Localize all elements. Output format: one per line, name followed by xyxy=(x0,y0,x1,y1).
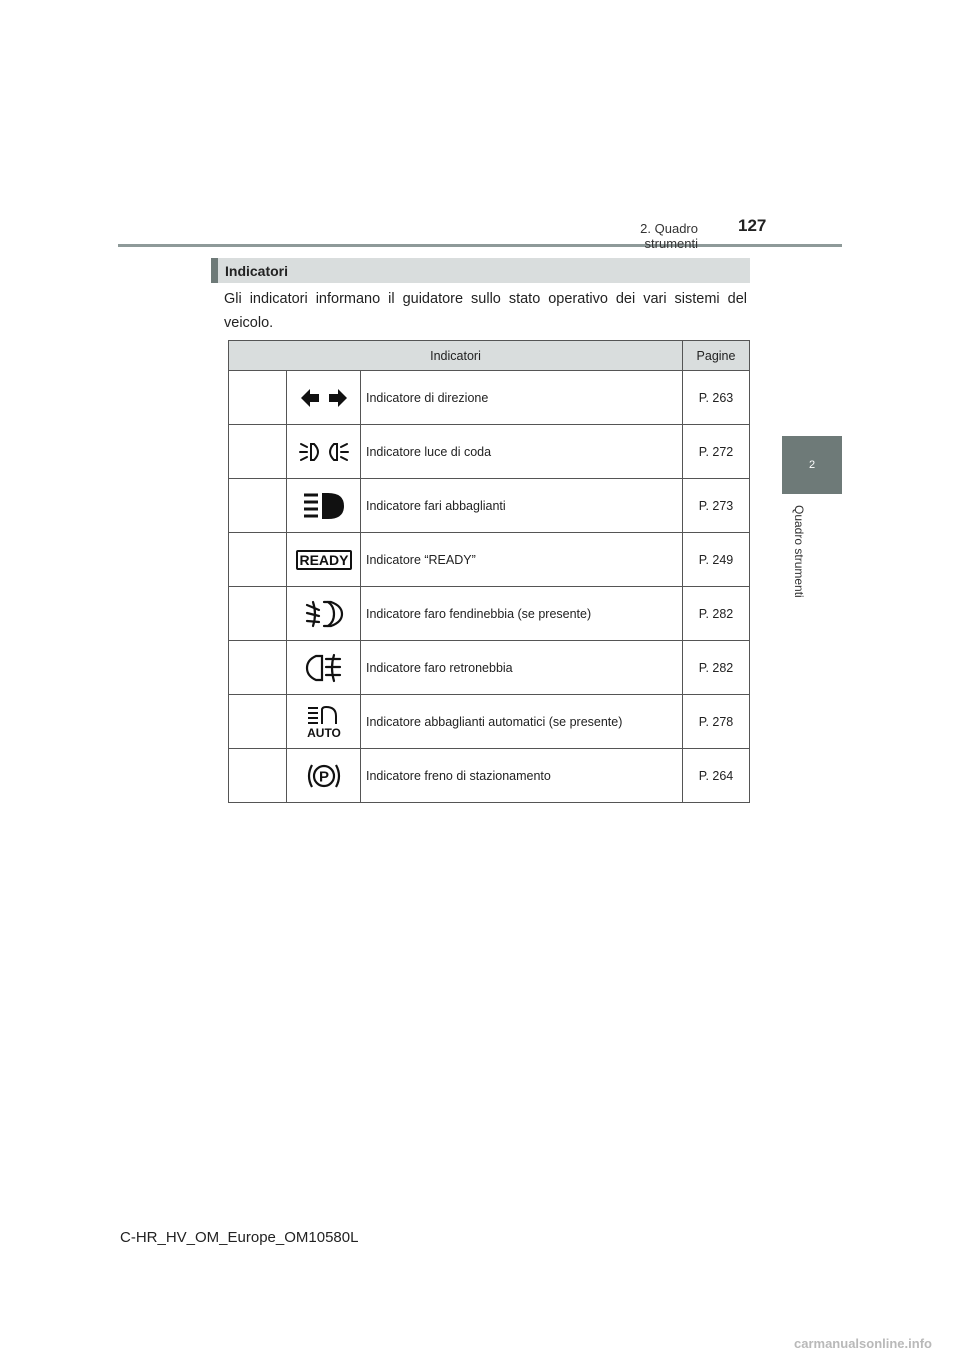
header-indicators: Indicatori xyxy=(229,341,683,371)
high-beam-icon xyxy=(302,491,346,521)
indicator-label: Indicatore di direzione xyxy=(361,371,683,425)
indicators-table xyxy=(228,340,750,803)
table-row xyxy=(229,749,750,803)
indicator-label: Indicatore “READY” xyxy=(361,533,683,587)
indicator-label: Indicatore freno di stazionamento xyxy=(361,749,683,803)
page-number: 127 xyxy=(738,216,767,235)
indicator-label: Indicatore faro fendinebbia (se presente) xyxy=(361,587,683,641)
intro-paragraph: Gli indicatori informano il guidatore sullo stato operativo dei vari sistemi del veicolo. xyxy=(224,291,747,331)
page-ref-link[interactable]: P. 249 xyxy=(683,533,750,587)
indicator-label: Indicatore fari abbaglianti xyxy=(361,479,683,533)
indicator-label: Indicatore abbaglianti automatici (se presente) xyxy=(361,695,683,749)
page-ref-link[interactable]: P. 273 xyxy=(683,479,750,533)
parking-brake-icon xyxy=(304,761,344,791)
svg-text:AUTO: AUTO xyxy=(306,725,341,739)
table-row xyxy=(229,371,750,425)
chapter-label: Quadro strumenti xyxy=(792,505,806,598)
auto-high-beam-icon xyxy=(302,705,346,739)
table-row xyxy=(229,641,750,695)
header-rule xyxy=(118,244,842,247)
section-heading xyxy=(211,258,750,283)
front-fog-light-icon xyxy=(304,599,344,629)
section-heading-text: Indicatori xyxy=(225,262,289,279)
svg-text:READY: READY xyxy=(298,551,349,568)
section-title: 2. Quadro strumenti xyxy=(640,221,698,251)
tail-light-icon xyxy=(299,438,349,466)
table-row xyxy=(229,695,750,749)
watermark: carmanualsonline.info xyxy=(794,1336,932,1351)
indicator-label: Indicatore faro retronebbia xyxy=(361,641,683,695)
ready-icon xyxy=(296,550,352,570)
table-row xyxy=(229,533,750,587)
page-ref-link[interactable]: P. 282 xyxy=(683,587,750,641)
page-ref-link[interactable]: P. 282 xyxy=(683,641,750,695)
rear-fog-light-icon xyxy=(304,653,344,683)
page-ref-link[interactable]: P. 278 xyxy=(683,695,750,749)
table-row xyxy=(229,425,750,479)
chapter-tab[interactable] xyxy=(782,436,842,494)
page-ref-link[interactable]: P. 272 xyxy=(683,425,750,479)
svg-text:P: P xyxy=(318,768,329,785)
chapter-number: 2 xyxy=(808,459,816,471)
page-ref-link[interactable]: P. 264 xyxy=(683,749,750,803)
table-row xyxy=(229,587,750,641)
table-row xyxy=(229,479,750,533)
document-code: C-HR_HV_OM_Europe_OM10580L xyxy=(120,1229,359,1246)
page-ref-link[interactable]: P. 263 xyxy=(683,371,750,425)
table-header-row xyxy=(229,341,750,371)
indicator-label: Indicatore luce di coda xyxy=(361,425,683,479)
header-pages: Pagine xyxy=(683,341,750,371)
turn-signal-arrows-icon xyxy=(299,386,349,410)
